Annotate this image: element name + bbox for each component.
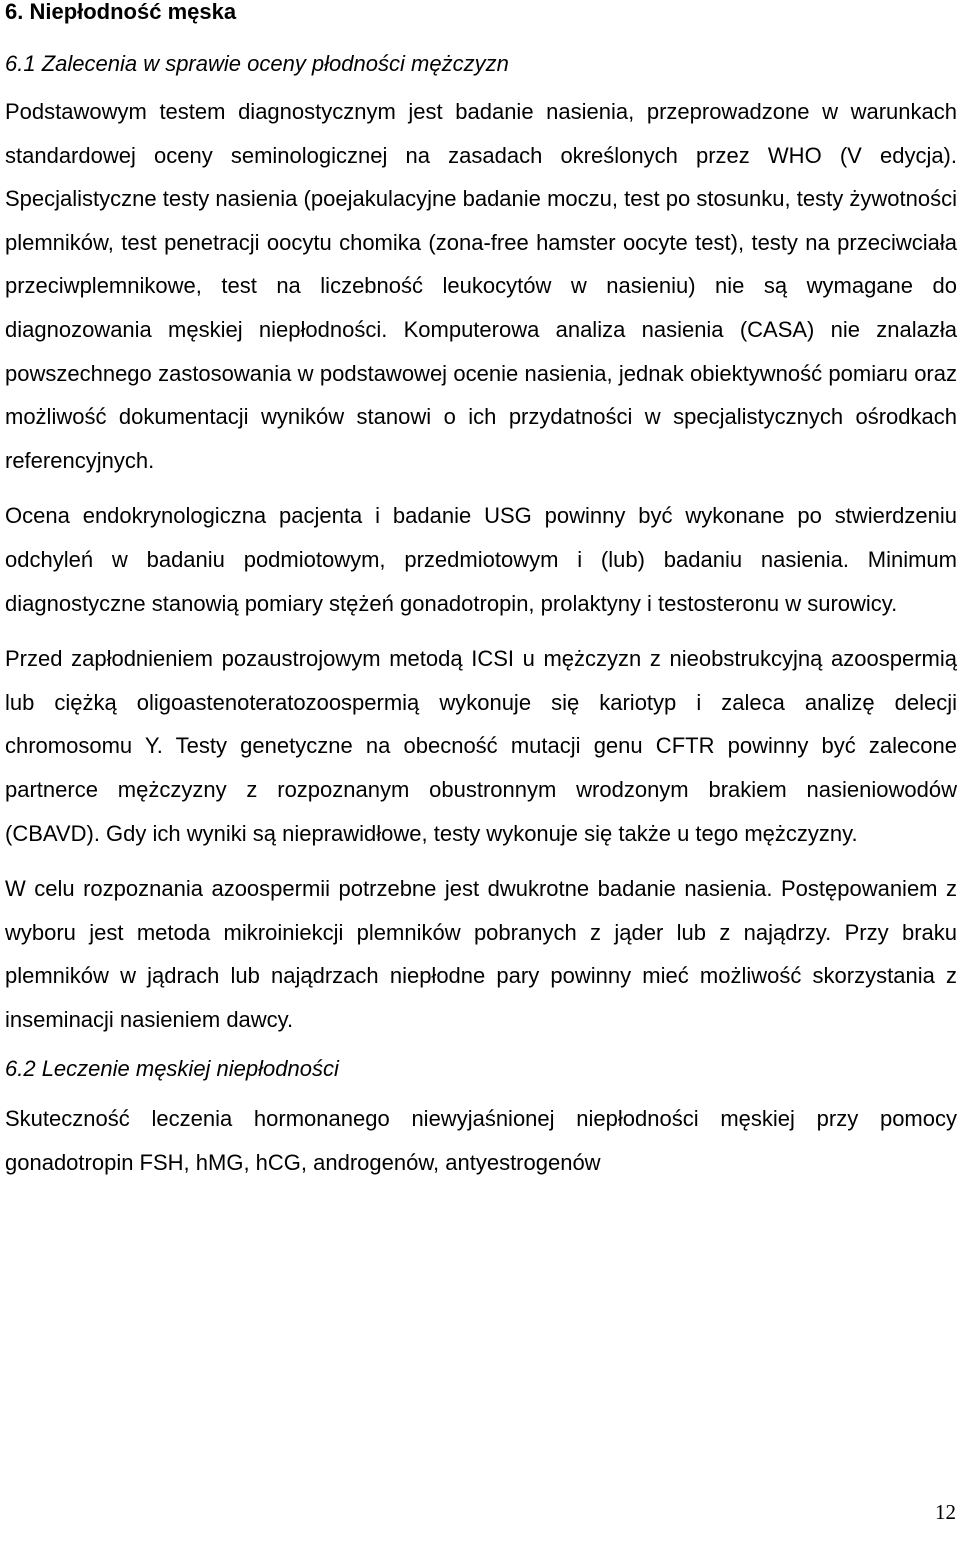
- page-number: 12: [935, 1500, 956, 1524]
- paragraph-endocrine-evaluation: Ocena endokrynologiczna pacjenta i badanie USG powinny być wykonane po stwierdzeniu odchyleń w badaniu podmiotowym, przedmiotowym i (lub) badaniu nasienia. Minimum diagnostyczne stanowią pomiary stężeń gonadotropin, prolaktyny i testosteronu w surowicy.: [5, 503, 957, 616]
- paragraph-semen-testing: Podstawowym testem diagnostycznym jest badanie nasienia, przeprowadzone w warunkach standardowej oceny seminologicznej na zasadach określonych przez WHO (V edycja). Specjalistyczne testy nasienia (poejakulacyjne badanie moczu, test po stosunku, testy żywotności plemników, test penetracji oocytu chomika (zona-free hamster oocyte test), testy na przeciwciała przeciwplemnikowe, test na liczebność leukocytów w nasieniu) nie są wymagane do diagnozowania męskiej niepłodności. Komputerowa analiza nasienia (CASA) nie znalazła powszechnego zastosowania w podstawowej ocenie nasienia, jednak obiektywność pomiaru oraz możliwość dokumentacji wyników stanowi o ich przydatności w specjalistycznych ośrodkach referencyjnych.: [5, 99, 957, 473]
- paragraph-genetic-testing: Przed zapłodnieniem pozaustrojowym metodą ICSI u mężczyzn z nieobstrukcyjną azoospermią lub ciężką oligoastenoteratozoospermią wykonuje się kariotyp i zaleca analizę delecji chromosomu Y. Testy genetyczne na obecność mutacji genu CFTR powinny być zalecone partnerce mężczyzny z rozpoznanym obustronnym wrodzonym brakiem nasieniowodów (CBAVD). Gdy ich wyniki są nieprawidłowe, testy wykonuje się także u tego mężczyzny.: [5, 646, 957, 846]
- document-page: [5, 0, 957, 1185]
- paragraph-azoospermia: W celu rozpoznania azoospermii potrzebne jest dwukrotne badanie nasienia. Postępowaniem z wyboru jest metoda mikroiniekcji plemników pobranych z jąder lub z najądrzy. Przy braku plemników w jądrach lub najądrzach niepłodne pary powinny mieć możliwość skorzystania z inseminacji nasieniem dawcy.: [5, 876, 957, 1032]
- subsection-title-treatment: 6.2 Leczenie męskiej niepłodności: [5, 1056, 339, 1082]
- paragraph-hormonal-treatment: Skuteczność leczenia hormonanego niewyjaśnionej niepłodności męskiej przy pomocy gonadotropin FSH, hMG, hCG, androgenów, antyestrogenów: [5, 1106, 957, 1176]
- subsection-title-assessment: 6.1 Zalecenia w sprawie oceny płodności mężczyzn: [5, 51, 509, 76]
- section-title: 6. Niepłodność męska: [5, 0, 237, 24]
